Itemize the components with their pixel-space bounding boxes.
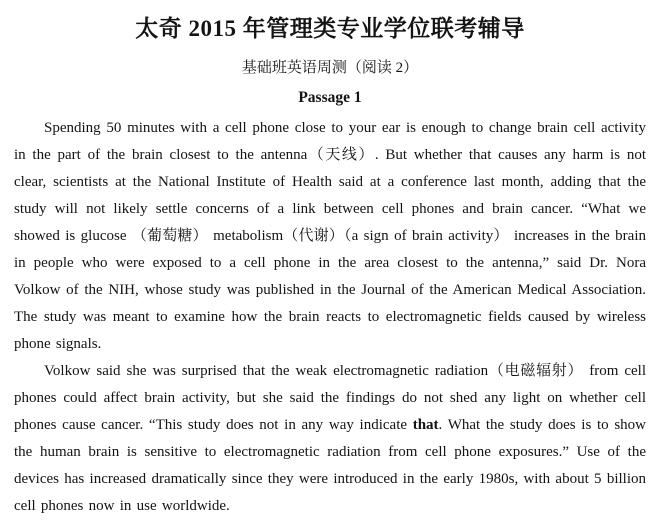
paragraph-2-text-before-bold: Volkow said she was surprised that the weak electromagnetic radiation（电磁辐射） from cell phones could affect brain activity, but she said the findings do not shed any light on whether cell phones cause cancer. “This study does not in any way indicate [14,363,646,433]
passage-heading: Passage 1 [298,89,362,106]
paragraph-1-text: Spending 50 minutes with a cell phone close to your ear is enough to change brain cell activity in the part of the brain closest to the antenna（天线）. But whether that causes any harm is not clear, scientists at the National Institute of Health said at a conference last month, adding that the study will not likely settle concerns of a link between cell phones and brain cancer. “What we showed is glucose （葡萄糖） metabolism（代谢）（a sign of brain activity） increases in the brain in people who were exposed to a cell phone in the area closest to the antenna,” said Dr. Nora Volkow of the NIH, whose study was published in the Journal of the American Medical Association. The study was meant to examine how the brain reacts to electromagnetic fields caused by wireless phone signals. [14,120,646,352]
paragraph-2-bold-word: that [412,417,439,433]
passage-paragraph-2 [14,358,646,520]
paragraph-2-text-after-bold: . What the study does is to show the human brain is sensitive to electromagnetic radiation from cell phone exposures.” Use of the devices has increased dramatically since they were introduced in the early 1980s, with about 5 billion cell phones now in use worldwide. [14,417,646,514]
passage-paragraph-1 [14,115,646,358]
document-subtitle: 基础班英语周测（阅读 2） [241,60,419,76]
document-title: 太奇 2015 年管理类专业学位联考辅导 [135,16,525,41]
